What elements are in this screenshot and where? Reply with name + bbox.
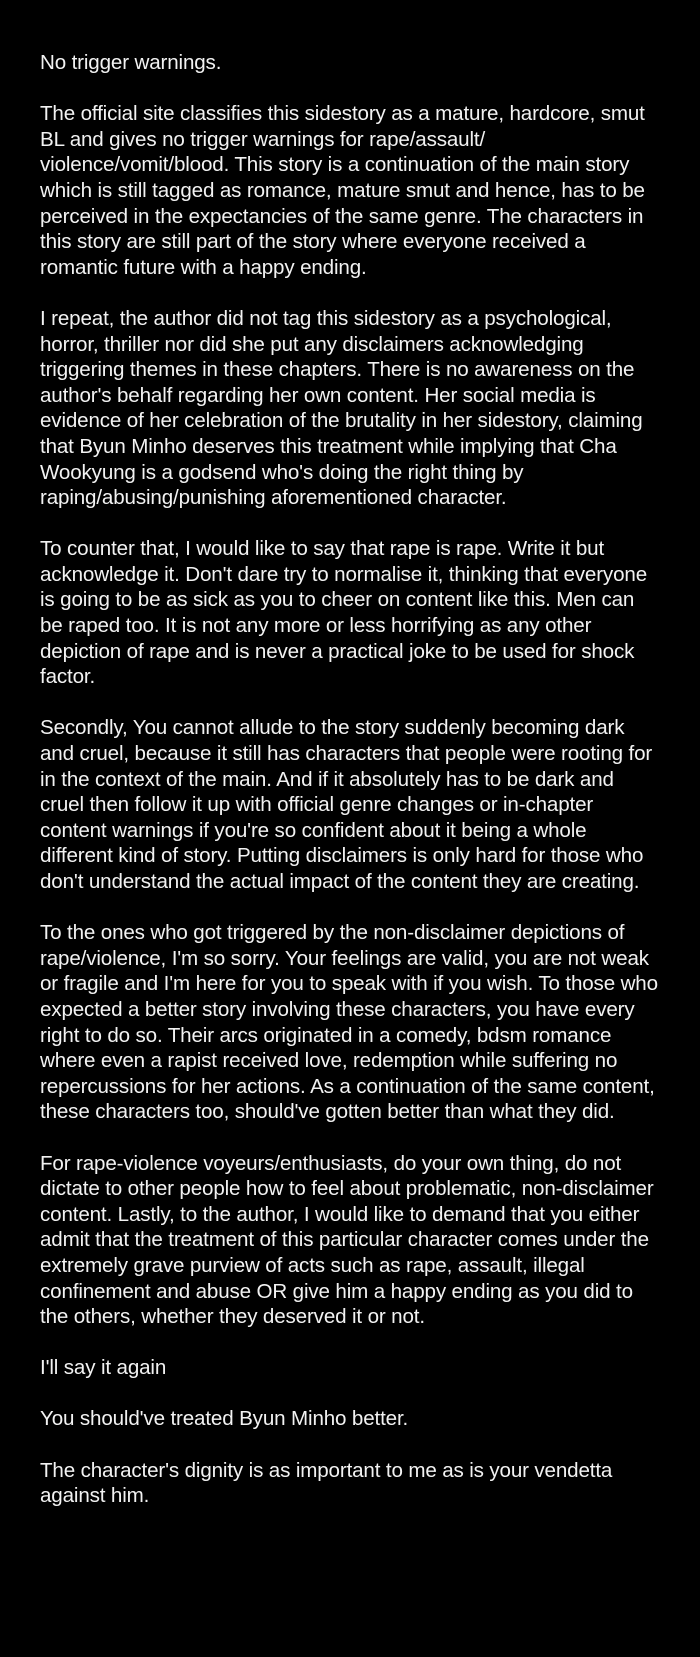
paragraph-official-site: The official site classifies this sidestory as a mature, hardcore, smut BL and gives no trigger warnings for rape/assault/ violence/vomit/blood. This story is a continuation of the main story which is still tagged as romance, mature smut and hence, has to be perceived in the expectancies of the same genre. The characters in this story are still part of the story where everyone received a romantic future with a happy ending. — [40, 102, 645, 279]
paragraph-to-the-ones: To the ones who got triggered by the non-disclaimer depictions of rape/violence, I'm so sorry. Your feelings are valid, you are not weak or fragile and I'm here for you to speak with if you wish. To those who expected a better story involving these characters, you have every right to do so. Their arcs originated in a comedy, bdsm romance where even a rapist received love, redemption while suffering no repercussions for her actions. As a continuation of the same content, these characters too, should've gotten better than what they did. — [40, 921, 658, 1124]
paragraph-character-dignity: The character's dignity is as important to me as is your vendetta against him. — [40, 1458, 613, 1508]
paragraph-i-repeat: I repeat, the author did not tag this sidestory as a psychological, horror, thriller nor did she put any disclaimers acknowledging triggering themes in these chapters. There is no awareness on the author's behalf regarding her own content. Her social media is evidence of her celebration of the brutality in her sidestory, claiming that Byun Minho deserves this treatment while implying that Cha Wookyung is a godsend who's doing the right thing by raping/abusing/punishing aforementioned character. — [40, 306, 643, 510]
paragraph-no-trigger-warnings: No trigger warnings. — [40, 51, 222, 74]
paragraph-say-it-again: I'll say it again — [40, 1356, 167, 1380]
paragraph-secondly: Secondly, You cannot allude to the story suddenly becoming dark and cruel, because it still has characters that people were rooting for in the context of the main. And if it absolutely has to be dark and cruel then follow it up with official genre changes or in-chapter content warnings if you're so confident about it being a whole different kind of story. Putting disclaimers is only hard for those who don't understand the actual impact of the content they are creating. — [40, 716, 653, 893]
paragraph-for-voyeurs: For rape-violence voyeurs/enthusiasts, do your own thing, do not dictate to other people how to feel about problematic, non-disclaimer content. Lastly, to the author, I would like to demand that you either admit that the treatment of this particular character comes under the extremely grave purview of acts such as rape, assault, illegal confinement and abuse OR give him a happy ending as you did to the others, whether they deserved it or not. — [40, 1151, 654, 1329]
paragraph-to-counter: To counter that, I would like to say that rape is rape. Write it but acknowledge it. Don't dare try to normalise it, thinking that everyone is going to be as sick as you to cheer on content like this. Men can be raped too. It is not any more or less horrifying as any other depiction of rape and is never a practical joke to be used for shock factor. — [40, 537, 647, 689]
paragraph-treated-better: You should've treated Byun Minho better. — [40, 1407, 409, 1431]
